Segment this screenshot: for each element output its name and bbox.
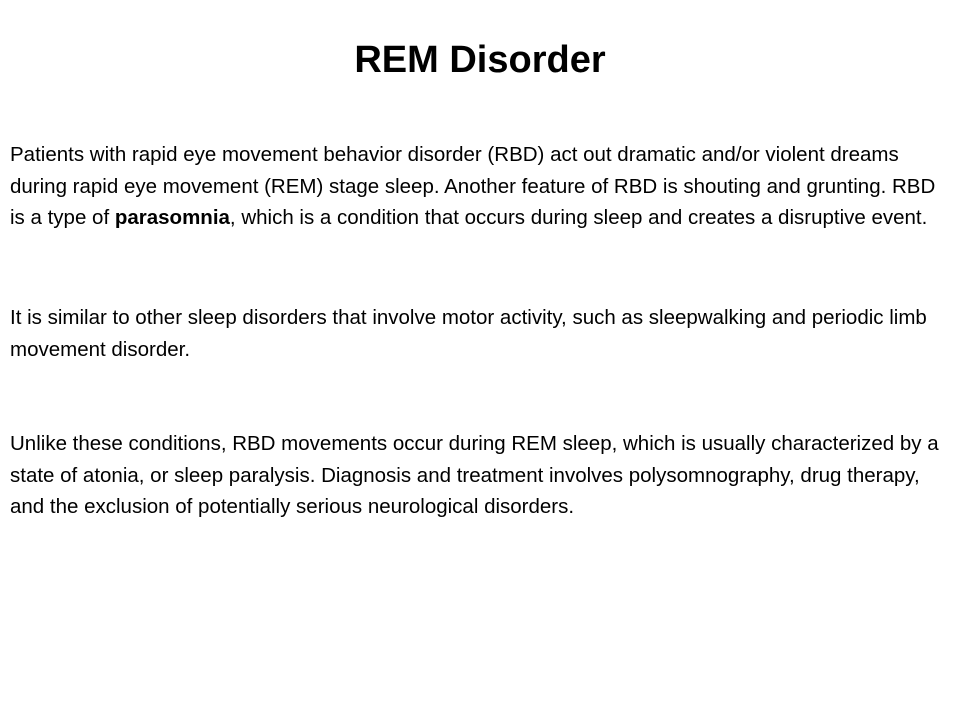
- paragraph-text-end: , which is a condition that occurs during sleep and creates a disruptive event.: [229, 206, 928, 229]
- paragraph-diagnosis-treatment: Unlike these conditions, RBD movements occur during REM sleep, which is usually characterized by a state of atonia, or sleep paralysis. Diagnosis and treatment involves polysomnography, drug therapy, and the exclusion of potentially serious neurological disorders.: [10, 432, 939, 518]
- paragraph-rbd-definition: [10, 139, 945, 234]
- slide-title: REM Disorder: [354, 39, 606, 81]
- bold-term-parasomnia: parasomnia: [114, 206, 230, 229]
- paragraph-text-start: Patients with rapid eye movement behavior disorder (RBD) act out dramatic and/or violent dreams during rapid eye movement (REM) stage sleep. Another feature of RBD is shouting and grunting. RBD is a type of: [10, 143, 936, 229]
- paragraph-similar-disorders: It is similar to other sleep disorders that involve motor activity, such as sleepwalking and periodic limb movement disorder.: [10, 306, 927, 361]
